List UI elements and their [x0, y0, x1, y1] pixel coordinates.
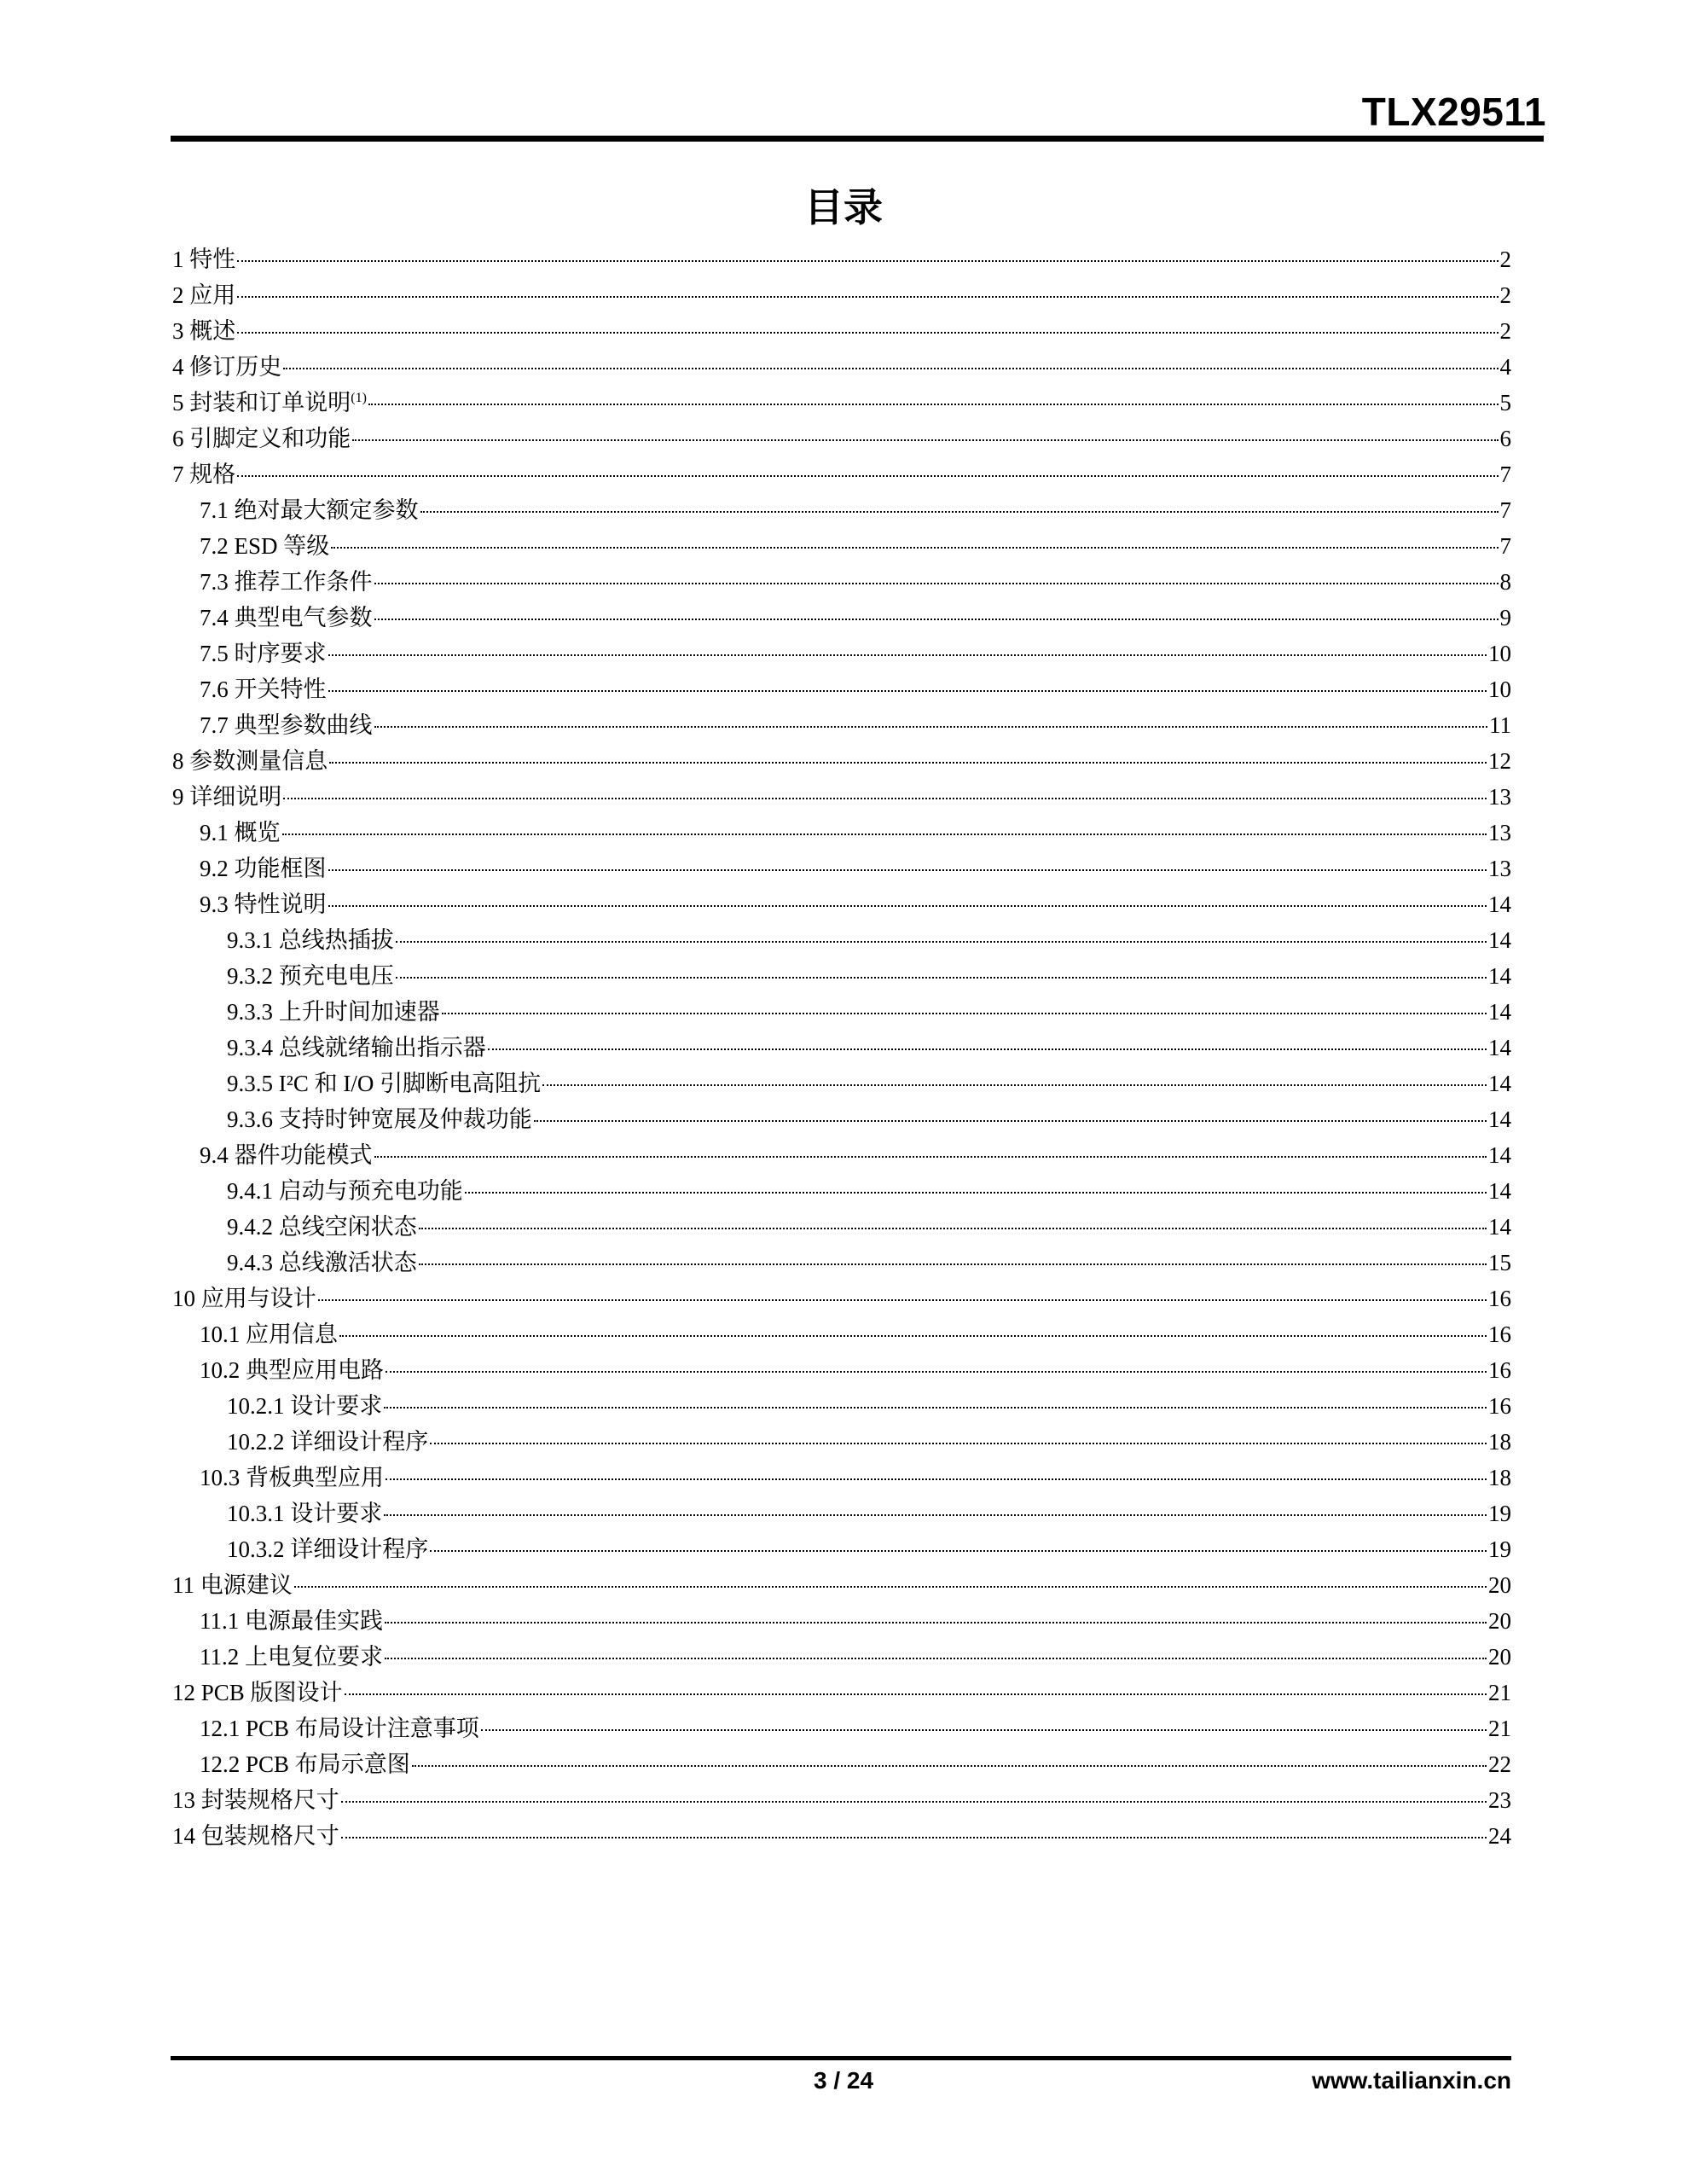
toc-entry-title-text: 背板典型应用: [246, 1465, 384, 1490]
toc-entry-title: [290, 1531, 428, 1567]
toc-entry-title: [201, 1675, 343, 1711]
toc-entry-title: [290, 1424, 428, 1460]
toc-entry-title: [246, 1746, 410, 1782]
toc-entry-number: 6: [172, 426, 190, 451]
header-divider: [171, 136, 1544, 142]
toc-entry[interactable]: [172, 779, 1511, 815]
toc-entry-number: 11: [172, 1572, 200, 1598]
toc-entry-title-text: 启动与预充电功能: [278, 1178, 463, 1204]
toc-entry-number: 5: [172, 390, 190, 415]
toc-entry-title: [189, 349, 281, 385]
toc-entry-number: 9.3: [200, 892, 235, 917]
toc-entry-title-text: ESD 等级: [234, 533, 330, 559]
toc-entry-page-number: 4: [1499, 354, 1511, 380]
toc-dot-leader: [430, 1550, 1487, 1552]
toc-entry-number: 7.5: [200, 641, 235, 666]
toc-entry-title: [200, 1567, 293, 1603]
toc-entry-number: 7.1: [200, 497, 235, 523]
toc-entry-title-text: 电源建议: [200, 1572, 293, 1598]
toc-entry-number: 10.2.2: [227, 1429, 291, 1455]
toc-dot-leader: [283, 798, 1487, 799]
toc-dot-leader: [345, 1693, 1487, 1695]
toc-entry[interactable]: [172, 671, 1511, 707]
toc-entry-page-number: 14: [1488, 1107, 1511, 1132]
toc-entry-number: 11.1: [200, 1608, 245, 1634]
toc-entry-title: [189, 421, 351, 456]
toc-entry-page-number: 14: [1488, 999, 1511, 1025]
toc-dot-leader: [374, 726, 1488, 728]
toc-entry[interactable]: [172, 421, 1511, 456]
toc-entry-page-number: 16: [1488, 1321, 1511, 1347]
toc-entry-number: 9.4.2: [227, 1214, 279, 1240]
toc-dot-leader: [385, 1622, 1487, 1623]
toc-entry-title-text: 总线空闲状态: [278, 1214, 417, 1240]
toc-entry-title: [246, 1460, 384, 1496]
toc-entry-title: [279, 994, 440, 1030]
toc-entry-title-text: 应用与设计: [200, 1286, 316, 1311]
toc-entry-page-number: 14: [1488, 963, 1511, 989]
toc-entry-number: 14: [172, 1823, 201, 1849]
toc-dot-leader: [419, 1228, 1487, 1229]
toc-entry[interactable]: [172, 1567, 1511, 1603]
toc-entry-page-number: 18: [1488, 1429, 1511, 1455]
toc-entry-title: [201, 1281, 316, 1316]
toc-entry-number: 3: [172, 318, 190, 344]
toc-entry-number: 7.7: [200, 712, 235, 738]
toc-entry-number: 12.1: [200, 1716, 246, 1741]
toc-entry-title-text: 特性: [189, 247, 236, 272]
toc-entry-page-number: 19: [1488, 1536, 1511, 1562]
toc-entry-title-text: 总线就绪输出指示器: [278, 1035, 486, 1060]
toc-entry-page-number: 8: [1499, 569, 1511, 595]
toc-entry-page-number: 24: [1488, 1823, 1511, 1849]
toc-entry-number: 7.2: [200, 533, 235, 559]
toc-entry-page-number: 5: [1499, 390, 1511, 415]
toc-entry-number: 13: [172, 1787, 201, 1813]
toc-entry-title-text: 封装和订单说明: [189, 390, 351, 415]
toc-entry-title: [279, 1066, 541, 1101]
toc-entry-title: [279, 1030, 486, 1066]
toc-entry-title: [235, 851, 327, 886]
toc-entry-number: 9.3.5: [227, 1071, 279, 1096]
toc-entry[interactable]: [172, 707, 1511, 743]
toc-entry-number: 10: [172, 1286, 201, 1311]
toc-entry-title: [189, 456, 235, 492]
toc-entry-page-number: 19: [1488, 1501, 1511, 1526]
toc-dot-leader: [328, 905, 1487, 907]
toc-entry-title-text: I²C 和 I/O 引脚断电高阻抗: [278, 1071, 542, 1096]
toc-entry-title-text: 详细说明: [189, 784, 282, 810]
toc-entry-page-number: 2: [1499, 247, 1511, 272]
toc-entry-title: [279, 1245, 417, 1281]
toc-entry-page-number: 14: [1488, 1178, 1511, 1204]
toc-entry-number: 7: [172, 462, 190, 487]
toc-dot-leader: [341, 1837, 1487, 1838]
toc-entry-number: 10.3: [200, 1465, 246, 1490]
toc-dot-leader: [331, 547, 1498, 549]
toc-dot-leader: [237, 260, 1498, 262]
toc-entry-title-text: 典型参数曲线: [234, 712, 373, 738]
toc-entry-page-number: 15: [1488, 1250, 1511, 1275]
toc-dot-leader: [384, 1407, 1487, 1409]
toc-entry-title-text: 时序要求: [234, 641, 327, 666]
toc-dot-leader: [374, 1156, 1487, 1158]
toc-entry-title-text: 设计要求: [290, 1393, 383, 1419]
toc-entry-title-text: 推荐工作条件: [234, 569, 373, 595]
toc-entry-page-number: 10: [1488, 677, 1511, 702]
toc-entry[interactable]: [172, 922, 1511, 958]
toc-entry-title: [246, 1711, 479, 1746]
toc-entry-page-number: 7: [1499, 533, 1511, 559]
toc-entry[interactable]: [172, 1460, 1511, 1496]
toc-dot-leader: [488, 1048, 1487, 1050]
toc-entry-number: 4: [172, 354, 190, 380]
toc-entry-title: [235, 707, 373, 743]
toc-dot-leader: [386, 1371, 1487, 1373]
toc-entry-title-text: 应用: [189, 282, 236, 308]
toc-entry-title: [201, 1818, 339, 1854]
toc-entry[interactable]: [172, 277, 1511, 313]
toc-entry-page-number: 9: [1499, 605, 1511, 630]
toc-dot-leader: [384, 1514, 1487, 1516]
toc-dot-leader: [430, 1443, 1487, 1444]
toc-entry-number: 9.3.6: [227, 1107, 279, 1132]
toc-entry-title-text: 概述: [189, 318, 236, 344]
toc-entry-page-number: 14: [1488, 927, 1511, 953]
toc-entry[interactable]: [172, 958, 1511, 994]
toc-entry-title: [279, 1101, 532, 1137]
toc-entry-title: [201, 1782, 339, 1818]
toc-entry[interactable]: [172, 1746, 1511, 1782]
toc-entry-title-text: 总线激活状态: [278, 1250, 417, 1275]
toc-dot-leader: [328, 654, 1487, 656]
toc-dot-leader: [328, 869, 1487, 871]
toc-entry-page-number: 21: [1488, 1680, 1511, 1705]
toc-entry-title: [189, 277, 235, 313]
toc-entry-title: [235, 886, 327, 922]
toc-entry-number: 9.2: [200, 856, 235, 881]
toc-entry[interactable]: [172, 1388, 1511, 1424]
toc-dot-leader: [481, 1729, 1487, 1731]
toc-entry-title-text: 典型电气参数: [234, 605, 373, 630]
toc-entry-title: [279, 1209, 417, 1245]
toc-dot-leader: [328, 690, 1487, 692]
toc-entry-number: 9.4.3: [227, 1250, 279, 1275]
toc-entry-title-text: 详细设计程序: [290, 1536, 429, 1562]
toc-dot-leader: [237, 332, 1498, 334]
toc-entry-title-text: PCB 版图设计: [200, 1680, 343, 1705]
toc-entry-number: 10.3.1: [227, 1501, 291, 1526]
toc-entry-title-text: 总线热插拔: [278, 927, 394, 953]
toc-entry-number: 2: [172, 282, 190, 308]
toc-entry-title: [235, 528, 330, 564]
toc-dot-leader: [352, 439, 1498, 441]
toc-entry-page-number: 16: [1488, 1393, 1511, 1419]
toc-entry[interactable]: [172, 241, 1511, 277]
toc-entry-page-number: 14: [1488, 1071, 1511, 1096]
toc-entry-title-text: PCB 布局示意图: [246, 1751, 410, 1777]
toc-entry-title: [235, 492, 419, 528]
toc-entry[interactable]: [172, 1531, 1511, 1567]
toc-entry-number: 12: [172, 1680, 201, 1705]
toc-entry-title-text: 功能框图: [234, 856, 327, 881]
toc-entry-page-number: 14: [1488, 1142, 1511, 1168]
toc-entry-number: 7.6: [200, 677, 235, 702]
toc-entry-page-number: 6: [1499, 426, 1511, 451]
toc-entry-title: [235, 671, 327, 707]
toc-entry[interactable]: [172, 1782, 1511, 1818]
toc-entry[interactable]: [172, 815, 1511, 851]
toc-entry-title: [235, 1137, 373, 1173]
toc-entry-title: [235, 815, 281, 851]
toc-entry[interactable]: [172, 456, 1511, 492]
toc-entry[interactable]: [172, 349, 1511, 385]
toc-entry-title: [189, 743, 328, 779]
toc-entry-title-text: PCB 布局设计注意事项: [246, 1716, 479, 1741]
toc-entry-title-text: 包装规格尺寸: [200, 1823, 339, 1849]
toc-entry[interactable]: [172, 1281, 1511, 1316]
toc-entry[interactable]: [172, 313, 1511, 349]
footer-divider: [171, 2056, 1511, 2060]
toc-entry-number: 10.1: [200, 1321, 246, 1347]
toc-entry-title-text: 典型应用电路: [246, 1357, 384, 1383]
toc-entry[interactable]: [172, 528, 1511, 564]
toc-entry-title: [235, 636, 327, 671]
toc-entry[interactable]: [172, 385, 1511, 421]
toc-entry-number: 10.2: [200, 1357, 246, 1383]
toc-entry-page-number: 21: [1488, 1716, 1511, 1741]
table-of-contents: [172, 241, 1511, 1854]
toc-entry[interactable]: [172, 994, 1511, 1030]
toc-dot-leader: [237, 296, 1498, 298]
toc-entry[interactable]: [172, 743, 1511, 779]
toc-entry-number: 10.3.2: [227, 1536, 291, 1562]
toc-entry[interactable]: [172, 492, 1511, 528]
toc-entry[interactable]: [172, 600, 1511, 636]
toc-entry-title-text: 应用信息: [246, 1321, 338, 1347]
toc-entry-page-number: 13: [1488, 784, 1511, 810]
toc-entry-page-number: 2: [1499, 318, 1511, 344]
toc-entry-title-text: 器件功能模式: [234, 1142, 373, 1168]
toc-entry-number: 9.3.3: [227, 999, 279, 1025]
toc-entry[interactable]: [172, 1137, 1511, 1173]
toc-entry-page-number: 14: [1488, 892, 1511, 917]
toc-entry[interactable]: [172, 1603, 1511, 1639]
toc-entry-number: 10.2.1: [227, 1393, 291, 1419]
footer-website-link[interactable]: www.tailianxin.cn: [1312, 2067, 1511, 2094]
toc-entry[interactable]: [172, 1818, 1511, 1854]
toc-dot-leader: [329, 762, 1487, 764]
toc-entry-page-number: 2: [1499, 282, 1511, 308]
toc-entry[interactable]: [172, 1173, 1511, 1209]
toc-entry-page-number: 14: [1488, 1035, 1511, 1060]
toc-entry-page-number: 13: [1488, 820, 1511, 845]
toc-entry-page-number: 10: [1488, 641, 1511, 666]
toc-dot-leader: [237, 475, 1498, 477]
toc-entry-title-text: 绝对最大额定参数: [234, 497, 419, 523]
toc-entry-title: [189, 385, 367, 421]
toc-dot-leader: [374, 619, 1499, 620]
toc-dot-leader: [368, 404, 1499, 405]
toc-entry-title: [245, 1639, 383, 1675]
toc-dot-leader: [420, 511, 1499, 513]
toc-dot-leader: [282, 834, 1487, 835]
toc-dot-leader: [283, 368, 1498, 369]
toc-entry-footnote-marker: (1): [351, 391, 367, 405]
toc-entry-page-number: 7: [1499, 497, 1511, 523]
toc-entry-page-number: 23: [1488, 1787, 1511, 1813]
toc-entry-title: [189, 241, 235, 277]
toc-entry-title: [235, 564, 373, 600]
toc-dot-leader: [385, 1658, 1487, 1659]
toc-entry[interactable]: [172, 1316, 1511, 1352]
toc-entry[interactable]: [172, 564, 1511, 600]
toc-entry-title-text: 引脚定义和功能: [189, 426, 351, 451]
toc-entry-number: 9.1: [200, 820, 235, 845]
toc-entry-title: [290, 1388, 382, 1424]
toc-dot-leader: [412, 1765, 1487, 1767]
toc-dot-leader: [374, 583, 1499, 584]
toc-entry[interactable]: [172, 1101, 1511, 1137]
toc-entry-title: [279, 922, 394, 958]
toc-entry-title-text: 修订历史: [189, 354, 282, 380]
toc-entry-page-number: 11: [1489, 712, 1511, 738]
toc-entry-page-number: 18: [1488, 1465, 1511, 1490]
toc-entry-page-number: 7: [1499, 462, 1511, 487]
toc-entry-number: 9.4: [200, 1142, 235, 1168]
toc-heading: 目录: [804, 184, 883, 230]
toc-entry-page-number: 14: [1488, 1214, 1511, 1240]
toc-entry-title: [246, 1316, 338, 1352]
toc-entry-title-text: 详细设计程序: [290, 1429, 429, 1455]
toc-entry-page-number: 20: [1488, 1644, 1511, 1670]
toc-dot-leader: [442, 1013, 1487, 1014]
toc-entry-number: 11.2: [200, 1644, 245, 1670]
footer-page-indicator: 3 / 24: [813, 2067, 874, 2094]
toc-entry-title-text: 上电复位要求: [245, 1644, 383, 1670]
toc-entry-title: [279, 958, 394, 994]
toc-entry-title-text: 电源最佳实践: [245, 1608, 383, 1634]
toc-dot-leader: [396, 977, 1487, 979]
toc-dot-leader: [534, 1120, 1487, 1122]
toc-entry-title-text: 预充电电压: [278, 963, 394, 989]
toc-entry[interactable]: [172, 1245, 1511, 1281]
toc-entry[interactable]: [172, 636, 1511, 671]
toc-entry-number: 7.3: [200, 569, 235, 595]
toc-entry-title: [279, 1173, 463, 1209]
toc-entry-title-text: 特性说明: [234, 892, 327, 917]
toc-entry-page-number: 12: [1488, 748, 1511, 774]
toc-entry-number: 9: [172, 784, 190, 810]
toc-entry[interactable]: [172, 851, 1511, 886]
toc-entry-title: [290, 1496, 382, 1531]
toc-entry-number: 9.3.2: [227, 963, 279, 989]
toc-entry-number: 9.3.4: [227, 1035, 279, 1060]
toc-entry-title-text: 开关特性: [234, 677, 327, 702]
toc-entry[interactable]: [172, 1030, 1511, 1066]
toc-entry-number: 12.2: [200, 1751, 246, 1777]
toc-entry[interactable]: [172, 1066, 1511, 1101]
toc-dot-leader: [294, 1586, 1487, 1588]
toc-entry-number: 9.3.1: [227, 927, 279, 953]
toc-entry[interactable]: [172, 1496, 1511, 1531]
toc-entry-number: 8: [172, 748, 190, 774]
toc-dot-leader: [419, 1263, 1487, 1265]
toc-entry[interactable]: [172, 1675, 1511, 1711]
toc-entry-page-number: 13: [1488, 856, 1511, 881]
toc-entry-title: [189, 779, 281, 815]
toc-entry-title-text: 封装规格尺寸: [200, 1787, 339, 1813]
toc-entry-page-number: 16: [1488, 1286, 1511, 1311]
toc-entry-title: [246, 1352, 384, 1388]
toc-dot-leader: [396, 941, 1487, 943]
toc-entry-title-text: 支持时钟宽展及仲裁功能: [278, 1107, 532, 1132]
toc-entry-title-text: 规格: [189, 462, 236, 487]
toc-dot-leader: [341, 1801, 1487, 1803]
toc-entry[interactable]: [172, 1352, 1511, 1388]
toc-dot-leader: [318, 1299, 1487, 1301]
header-part-number: TLX29511: [1361, 90, 1546, 134]
toc-dot-leader: [542, 1084, 1487, 1086]
toc-entry-number: 9.4.1: [227, 1178, 279, 1204]
toc-entry-number: 1: [172, 247, 190, 272]
toc-entry-page-number: 20: [1488, 1572, 1511, 1598]
toc-entry-number: 7.4: [200, 605, 235, 630]
toc-entry[interactable]: [172, 1424, 1511, 1460]
toc-entry-page-number: 20: [1488, 1608, 1511, 1634]
toc-entry-page-number: 22: [1488, 1751, 1511, 1777]
toc-entry[interactable]: [172, 1209, 1511, 1245]
toc-entry[interactable]: [172, 1639, 1511, 1675]
toc-entry-title-text: 概览: [234, 820, 281, 845]
toc-entry-title-text: 上升时间加速器: [278, 999, 440, 1025]
toc-entry-title: [189, 313, 235, 349]
toc-dot-leader: [386, 1478, 1487, 1480]
toc-entry[interactable]: [172, 886, 1511, 922]
toc-dot-leader: [465, 1192, 1487, 1194]
toc-entry[interactable]: [172, 1711, 1511, 1746]
toc-entry-title: [235, 600, 373, 636]
toc-entry-title: [245, 1603, 383, 1639]
toc-entry-page-number: 16: [1488, 1357, 1511, 1383]
toc-dot-leader: [339, 1335, 1487, 1337]
toc-entry-title-text: 设计要求: [290, 1501, 383, 1526]
toc-entry-title-text: 参数测量信息: [189, 748, 328, 774]
